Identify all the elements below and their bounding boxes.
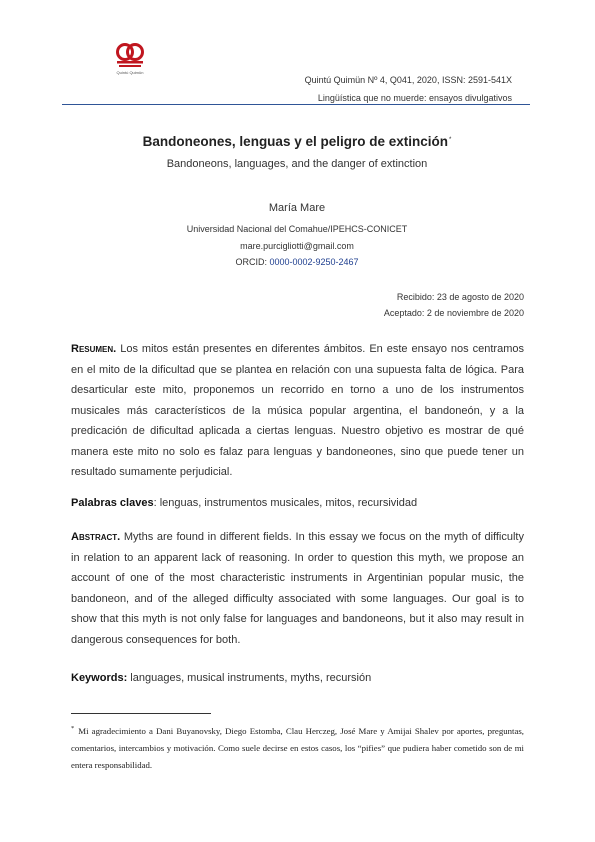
keywords-text: languages, musical instruments, myths, recursión: [127, 672, 372, 684]
date-accepted: Aceptado: 2 de noviembre de 2020: [383, 308, 524, 318]
title-footnote-mark[interactable]: *: [448, 136, 452, 143]
resumen-text: Los mitos están presentes en diferentes ámbitos. En este ensayo nos centramos en el mito de la dificultad que se plantea en relación con una supuesta falta de lógica. Para desarticular este mito, proponemos un recorrido en torno a uno de los instrumentos musicales más característicos de la música popular argentina, el bandoneón, y a la predicación de dificultad aplicada a ciertas lenguas. Nuestro objetivo es mostrar de qué manera este mito no solo es falaz para lenguas y bandoneones, sino que puede tener un resultado sumamente perjudicial.: [71, 343, 524, 478]
abstract-text: Myths are found in different fields. In this essay we focus on the myth of difficulty in relation to an apparent lack of reasoning. In order to question this myth, we propose an account of one of the most characteristic instruments in Argentinian popular music, the bandoneon, and of the alleged difficulty associated with some languages. Our goal is to show that this myth is not only false for languages and bandoneons, but it also may result in dangerous consequences for both.: [71, 531, 524, 646]
author-email[interactable]: mare.purcigliotti@gmail.com: [240, 240, 354, 251]
palabras-claves: [71, 493, 524, 514]
author-name: María Mare: [268, 202, 326, 214]
orcid-label: ORCID:: [235, 257, 267, 267]
palabras-claves-label: Palabras claves: [71, 497, 154, 509]
running-header: [305, 71, 512, 107]
resumen-paragraph: [71, 339, 524, 483]
footnote: [71, 720, 524, 774]
logo-caption: Quintú Quimün: [116, 70, 144, 75]
date-received: Recibido: 23 de agosto de 2020: [396, 292, 524, 302]
footnote-text: Mi agradecimiento a Dani Buyanovsky, Diego Estomba, Clau Herczeg, José Mare y Amijai Shalev por aportes, preguntas, comentarios, intercambios y motivación. Como suele decirse en estos casos, los “pifies” que pudiera haber cometido son de mi entera responsabilidad.: [71, 725, 524, 770]
header-citation: Quintú Quimün Nº 4, Q041, 2020, ISSN: 2591-541X: [304, 75, 512, 85]
header-rule: [62, 104, 530, 105]
footnote-mark: *: [71, 725, 75, 732]
keywords-label: Keywords:: [71, 672, 128, 684]
palabras-claves-text: : lenguas, instrumentos musicales, mitos, recursividad: [153, 497, 418, 509]
author-details: [62, 221, 532, 271]
resumen-label: Resumen.: [71, 343, 117, 355]
title-text: Bandoneones, lenguas y el peligro de extinción: [142, 134, 448, 149]
orcid-link[interactable]: 0000-0002-9250-2467: [269, 257, 359, 267]
abstract-label: Abstract.: [71, 531, 121, 543]
keywords: [71, 668, 524, 689]
abstract-paragraph: [71, 527, 524, 650]
footnote-rule: [71, 713, 211, 714]
journal-logo: [113, 40, 147, 76]
paper-subtitle: Bandoneons, languages, and the danger of extinction: [166, 158, 428, 170]
dates-block: [384, 289, 524, 321]
paper-title: [62, 134, 532, 149]
author-affiliation: Universidad Nacional del Comahue/IPEHCS-CONICET: [186, 224, 408, 234]
header-section: Lingüística que no muerde: ensayos divulgativos: [317, 93, 512, 103]
author-orcid: [62, 254, 532, 271]
